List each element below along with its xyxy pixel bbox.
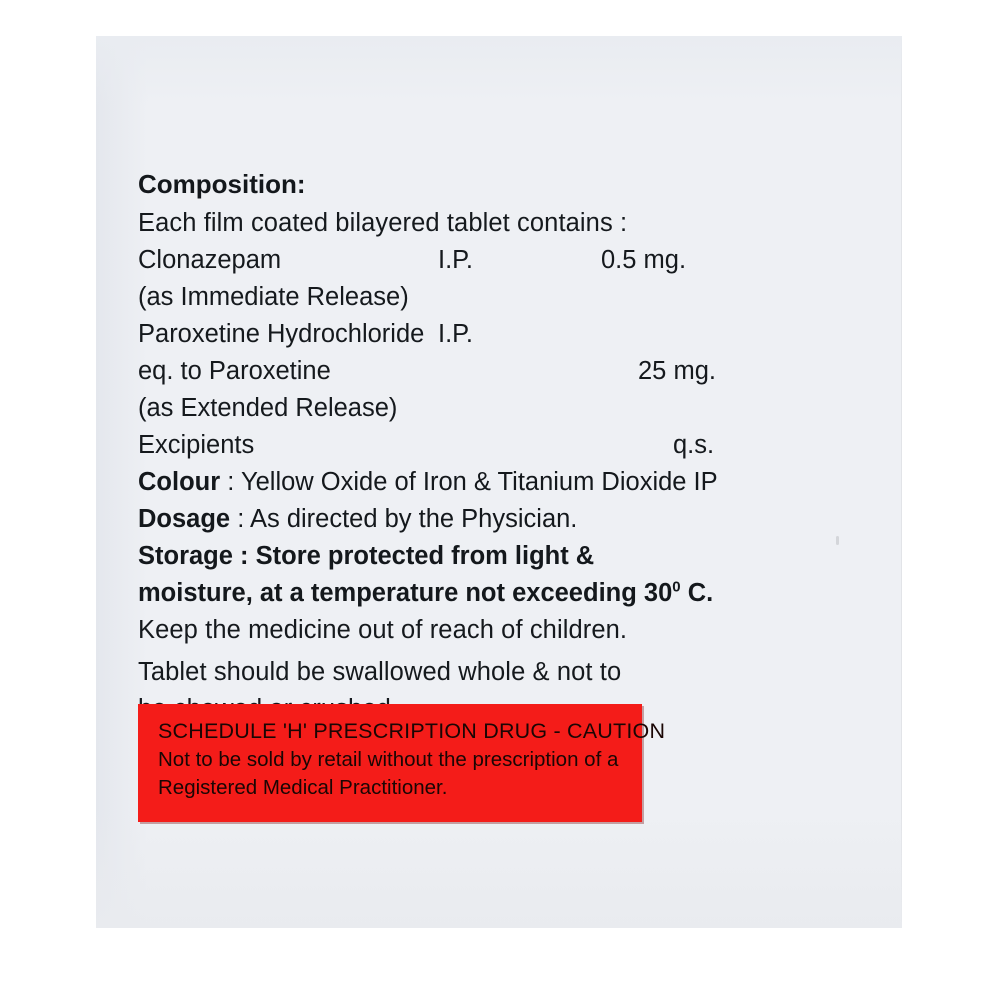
ingredient-name: Clonazepam <box>138 246 282 274</box>
ingredient-standard: I.P. <box>438 320 473 348</box>
ingredient-row <box>138 353 838 390</box>
ingredient-row <box>138 316 838 353</box>
ingredient-name: (as Extended Release) <box>138 394 398 422</box>
ingredient-quantity: 25 mg. <box>638 357 716 385</box>
ingredient-row <box>138 427 838 464</box>
ingredient-row <box>138 390 838 427</box>
degree-symbol: 0 <box>672 578 681 596</box>
storage-line-2 <box>138 575 838 612</box>
ingredient-name: Excipients <box>138 431 255 459</box>
keep-out-of-reach-line: Keep the medicine out of reach of children. <box>138 616 628 644</box>
storage-value-part-1: : Store protected from light & <box>232 542 595 570</box>
storage-label: Storage <box>138 542 233 570</box>
paper-shading-top <box>96 36 902 106</box>
schedule-h-line-1: Not to be sold by retail without the prescription of a <box>158 748 619 771</box>
ingredient-quantity: q.s. <box>673 431 715 459</box>
composition-heading: Composition: <box>138 169 306 199</box>
colour-label: Colour <box>138 468 221 496</box>
paper-shading-bottom <box>96 808 902 928</box>
ingredient-name: (as Immediate Release) <box>138 283 409 311</box>
colour-value: : Yellow Oxide of Iron & Titanium Dioxide IP <box>220 468 718 496</box>
label-text-block <box>138 164 838 728</box>
ingredient-row <box>138 279 838 316</box>
colour-line <box>138 464 838 501</box>
schedule-h-warning-box <box>138 704 666 822</box>
storage-value-part-2: moisture, at a temperature not exceeding 30 <box>138 579 673 607</box>
ingredient-name: eq. to Paroxetine <box>138 357 331 385</box>
schedule-h-line-2: Registered Medical Practitioner. <box>158 776 448 799</box>
dosage-value: : As directed by the Physician. <box>230 505 578 533</box>
storage-value-part-3: C. <box>680 579 714 607</box>
medicine-carton-panel <box>96 36 902 928</box>
schedule-h-title: SCHEDULE 'H' PRESCRIPTION DRUG - CAUTION <box>158 719 666 743</box>
ingredient-quantity: 0.5 mg. <box>601 246 687 274</box>
storage-line-1 <box>138 538 838 575</box>
swallow-instruction-line-1: Tablet should be swallowed whole & not to <box>138 658 622 686</box>
ingredient-standard: I.P. <box>438 246 473 274</box>
dosage-line <box>138 501 838 538</box>
dosage-label: Dosage <box>138 505 231 533</box>
ingredient-row <box>138 242 838 279</box>
composition-intro: Each film coated bilayered tablet contains : <box>138 209 628 237</box>
ingredient-name: Paroxetine Hydrochloride <box>138 320 425 348</box>
